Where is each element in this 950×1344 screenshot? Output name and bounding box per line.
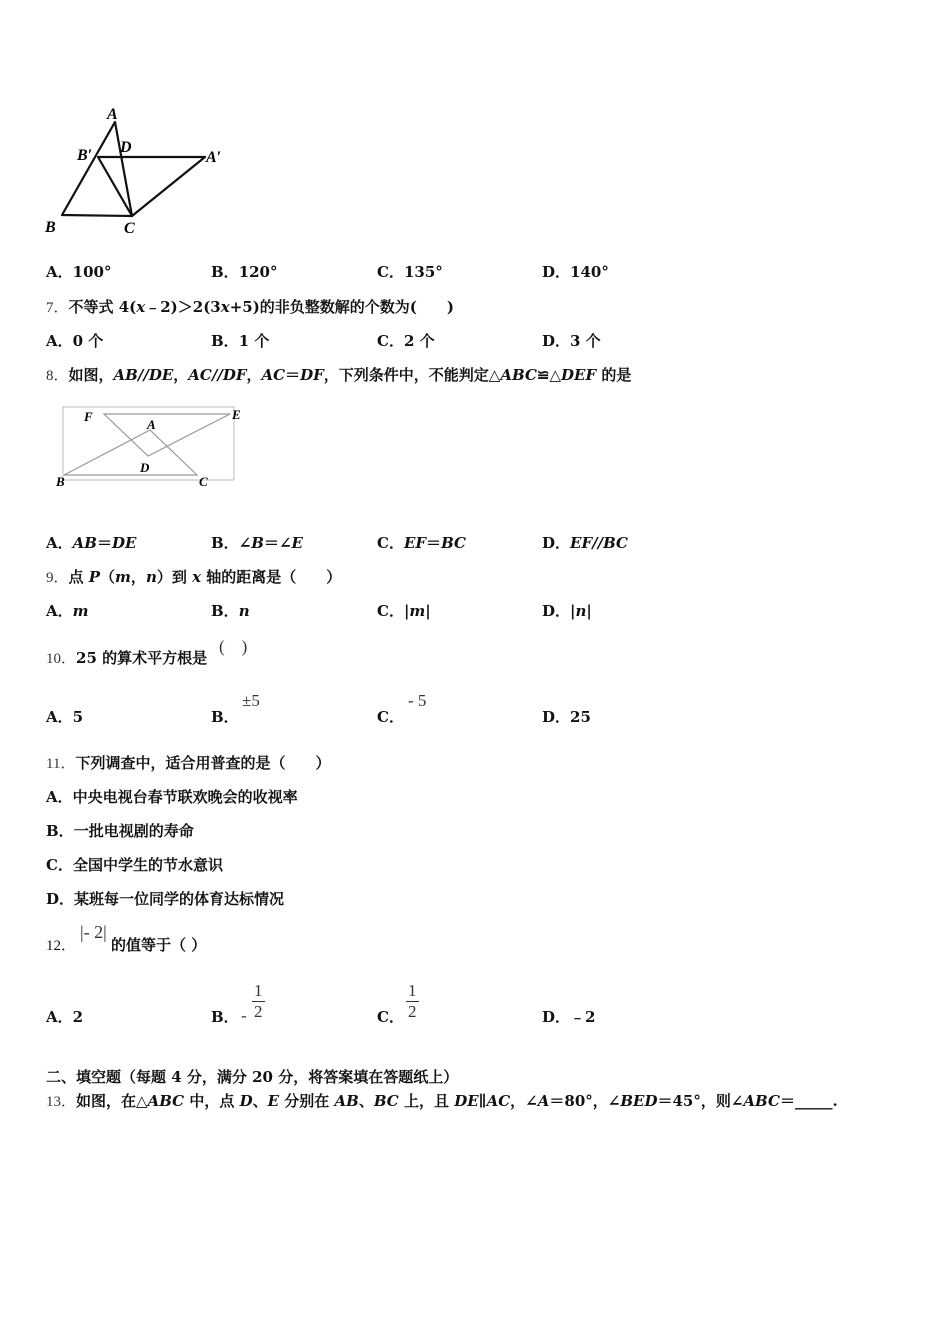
q7-option-d: D．3 个	[542, 332, 601, 350]
q8-label-b: B	[56, 474, 65, 489]
q12-abs-expr: |- 2|	[80, 922, 107, 942]
q13-stem: 13．如图，在△ABC 中，点 D、E 分别在 AB、BC 上，且 DE∥AC，∠A＝80°，∠BED＝45°，则∠ABC＝_____.	[46, 1092, 838, 1110]
q7-option-c: C．2 个	[377, 332, 435, 350]
q10-option-b-value: ±5	[242, 691, 260, 710]
q6-option-a: A．100°	[46, 263, 112, 281]
q7-option-b: B．1 个	[211, 332, 270, 350]
q12-option-c-numerator: 1	[408, 981, 417, 1000]
q6-triangle-a-prime-lines	[98, 157, 205, 216]
q8-triangle-abc-lines	[64, 430, 197, 475]
q10-option-c-letter: C．	[377, 708, 404, 726]
q6-triangle-abc-lines	[62, 122, 132, 216]
q10-option-c-value: - 5	[408, 691, 427, 710]
q12-stem: 的值等于（ ）	[111, 936, 207, 954]
q6-option-d: D．140°	[542, 263, 609, 281]
q8-label-d: D	[140, 460, 150, 475]
q8-figure	[52, 402, 252, 494]
q6-label-b: B	[45, 219, 56, 236]
q12-option-b-fraction	[252, 981, 265, 1022]
q6-label-d: D	[120, 139, 132, 156]
q10-option-d: D．25	[542, 708, 591, 726]
section2-title: 二、填空题（每题 4 分，满分 20 分，将答案填在答题纸上）	[46, 1068, 459, 1086]
q13-answer-blank[interactable]: _____	[794, 1092, 833, 1110]
q6-label-a-prime: A′	[206, 149, 222, 166]
q12-option-b-denominator: 2	[254, 1002, 263, 1021]
q10-paren: ( )	[219, 637, 248, 656]
q11-option-b: B．一批电视剧的寿命	[46, 822, 194, 840]
q8-option-a: A．AB＝DE	[46, 534, 137, 552]
q12-option-a: A．2	[46, 1008, 84, 1026]
q6-triangle-figure	[40, 100, 240, 240]
q9-stem: 9．点 P（m，n）到 x 轴的距离是（ ）	[46, 568, 342, 586]
q10-option-b-letter: B．	[211, 708, 239, 726]
q8-stem: 8．如图，AB//DE，AC//DF，AC＝DF，下列条件中，不能判定△ABC≌△DEF 的是	[46, 366, 632, 384]
q9-option-c: C．|m|	[377, 602, 431, 620]
q7-option-a: A．0 个	[46, 332, 104, 350]
q6-option-c: C．135°	[377, 263, 443, 281]
q9-option-b: B．n	[211, 602, 250, 620]
q9-option-a: A．m	[46, 602, 89, 620]
q12-option-c-denominator: 2	[408, 1002, 417, 1021]
q11-option-a: A．中央电视台春节联欢晚会的收视率	[46, 788, 298, 806]
q12-option-c-fraction	[406, 981, 419, 1022]
q6-label-b-prime: B′	[77, 147, 93, 164]
q8-label-c: C	[199, 474, 208, 489]
q12-option-b-sign: -	[241, 1006, 247, 1025]
q8-option-b: B．∠B＝∠E	[211, 534, 303, 552]
q12-option-b-numerator: 1	[254, 981, 263, 1000]
q6-label-a: A	[107, 106, 118, 123]
q12-option-d: D．﹣2	[542, 1008, 596, 1026]
q6-label-c: C	[124, 220, 135, 237]
q8-label-a: A	[147, 417, 156, 432]
q10-stem: 10．25 的算术平方根是	[46, 649, 208, 667]
q11-option-c: C．全国中学生的节水意识	[46, 856, 223, 874]
q8-option-d: D．EF//BC	[542, 534, 628, 552]
q8-option-c: C．EF＝BC	[377, 534, 466, 552]
q11-option-d: D．某班每一位同学的体育达标情况	[46, 890, 285, 908]
q9-option-d: D．|n|	[542, 602, 592, 620]
q12-option-b-letter: B．	[211, 1008, 239, 1026]
q6-option-b: B．120°	[211, 263, 278, 281]
q12-option-c-letter: C．	[377, 1008, 404, 1026]
q7-stem: 7．不等式 4(x﹣2)＞2(3x+5)的非负整数解的个数为( )	[46, 298, 455, 316]
q11-stem: 11．下列调查中，适合用普查的是（ ）	[46, 754, 331, 772]
q8-label-f: F	[84, 409, 93, 424]
q12-number: 12．	[46, 938, 77, 954]
q10-option-a: A．5	[46, 708, 84, 726]
q8-label-e: E	[232, 407, 241, 422]
q8-triangle-def-lines	[104, 414, 230, 456]
